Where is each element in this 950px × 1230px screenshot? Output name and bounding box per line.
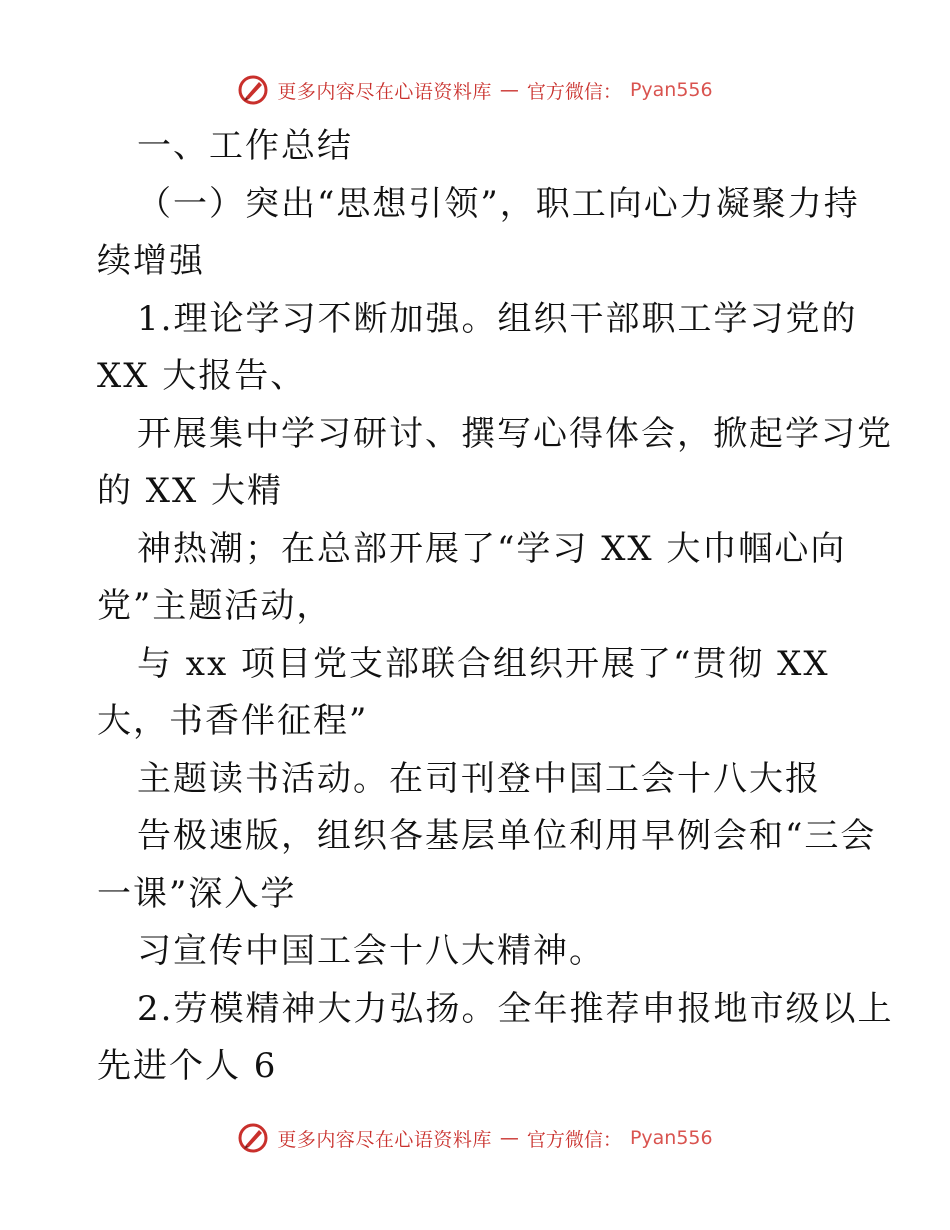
document-line: 1.理论学习不断加强。组织干部职工学习党的 bbox=[137, 298, 858, 339]
banner-separator: — bbox=[499, 1127, 519, 1149]
banner-wechat-label: 官方微信： bbox=[526, 80, 622, 103]
document-line: 2.劳模精神大力弘扬。全年推荐申报地市级以上 bbox=[137, 988, 894, 1029]
document-line: 开展集中学习研讨、撰写心得体会，掀起学习党 bbox=[137, 413, 893, 454]
document-line: 先进个人 6 bbox=[97, 1046, 278, 1086]
pen-logo-icon bbox=[237, 1122, 269, 1154]
document-line: 大，书香伴征程” bbox=[97, 701, 369, 741]
banner-wechat-label: 官方微信： bbox=[526, 1128, 622, 1151]
banner-wechat-id: Pyan556 bbox=[629, 79, 713, 101]
banner-wechat-id: Pyan556 bbox=[629, 1127, 713, 1149]
document-line: 一课”深入学 bbox=[97, 873, 297, 914]
document-line: 习宣传中国工会十八大精神。 bbox=[137, 931, 605, 971]
document-line: 主题读书活动。在司刊登中国工会十八大报 bbox=[137, 758, 821, 799]
document-line: （一）突出“思想引领”，职工向心力凝聚力持 bbox=[137, 183, 860, 224]
document-line: 神热潮；在总部开展了“学习 XX 大巾帼心向 bbox=[137, 528, 847, 569]
document-line: 的 XX 大精 bbox=[97, 471, 284, 511]
document-line: 告极速版，组织各基层单位利用早例会和“三会 bbox=[137, 816, 877, 856]
banner-site-text: 更多内容尽在心语资料库 bbox=[277, 80, 492, 103]
document-line: 党”主题活动， bbox=[97, 586, 333, 626]
document-line: 一、工作总结 bbox=[137, 126, 353, 166]
pen-logo-icon bbox=[237, 74, 269, 106]
document-line: XX 大报告、 bbox=[97, 356, 307, 396]
footer-watermark-banner bbox=[0, 1118, 950, 1158]
document-line: 续增强 bbox=[97, 241, 205, 281]
banner-separator: — bbox=[499, 79, 519, 101]
document-body bbox=[97, 118, 894, 1096]
document-line: 与 xx 项目党支部联合组织开展了“贯彻 XX bbox=[137, 643, 830, 684]
banner-site-text: 更多内容尽在心语资料库 bbox=[277, 1128, 492, 1151]
header-watermark-banner bbox=[0, 70, 950, 110]
